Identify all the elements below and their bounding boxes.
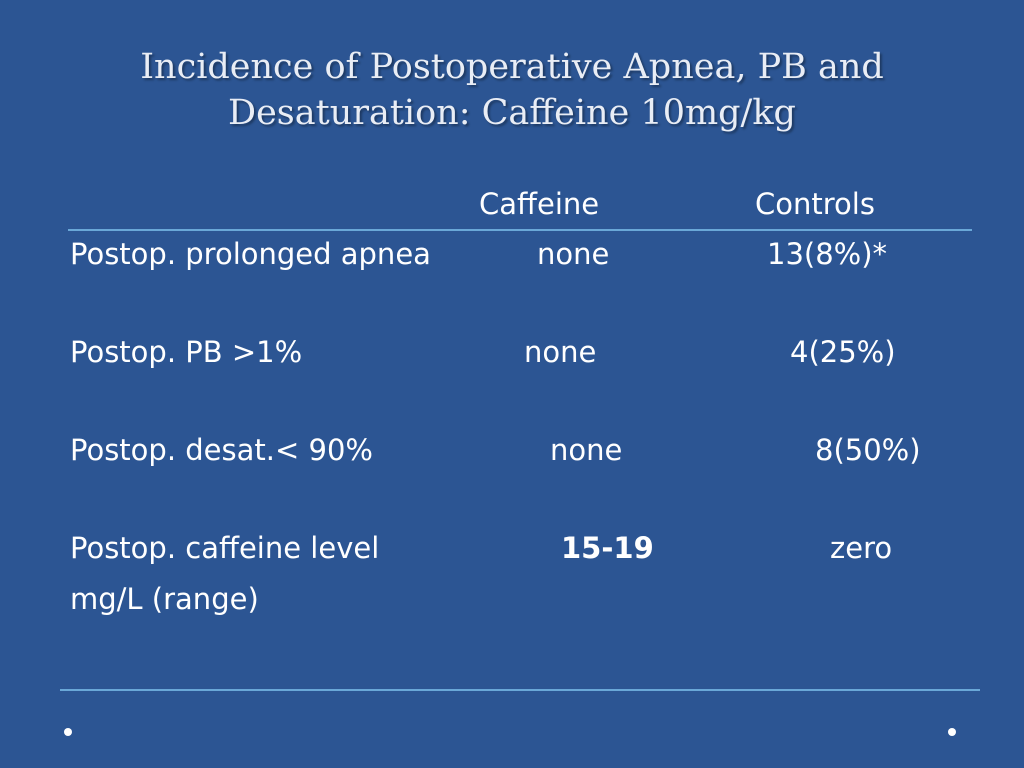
row-label-caffeine-level-unit: mg/L (range) [70,582,259,616]
row-controls-caffeine-level: zero [830,531,893,565]
row-label-desat: Postop. desat.< 90% [70,433,373,467]
row-controls-apnea: 13(8%)* [767,237,888,271]
row-caffeine-apnea: none [537,237,610,271]
row-caffeine-pb: none [524,335,597,369]
row-label-caffeine-level: Postop. caffeine level [70,531,380,565]
header-rule [68,229,972,231]
row-controls-pb: 4(25%) [790,335,896,369]
row-label-apnea: Postop. prolonged apnea [70,237,431,271]
row-caffeine-caffeine-level: 15-19 [561,531,654,565]
row-label-pb: Postop. PB >1% [70,335,303,369]
bullet-dot-icon [64,728,72,736]
footer-rule [60,689,980,691]
slide-title-line-1: Incidence of Postoperative Apnea, PB and [140,47,884,87]
row-caffeine-desat: none [550,433,623,467]
row-controls-desat: 8(50%) [815,433,921,467]
column-header-controls: Controls [755,187,875,221]
bullet-dot-icon [948,728,956,736]
slide-title-line-2: Desaturation: Caffeine 10mg/kg [228,93,796,133]
column-header-caffeine: Caffeine [479,187,600,221]
slide-title [0,44,1024,136]
